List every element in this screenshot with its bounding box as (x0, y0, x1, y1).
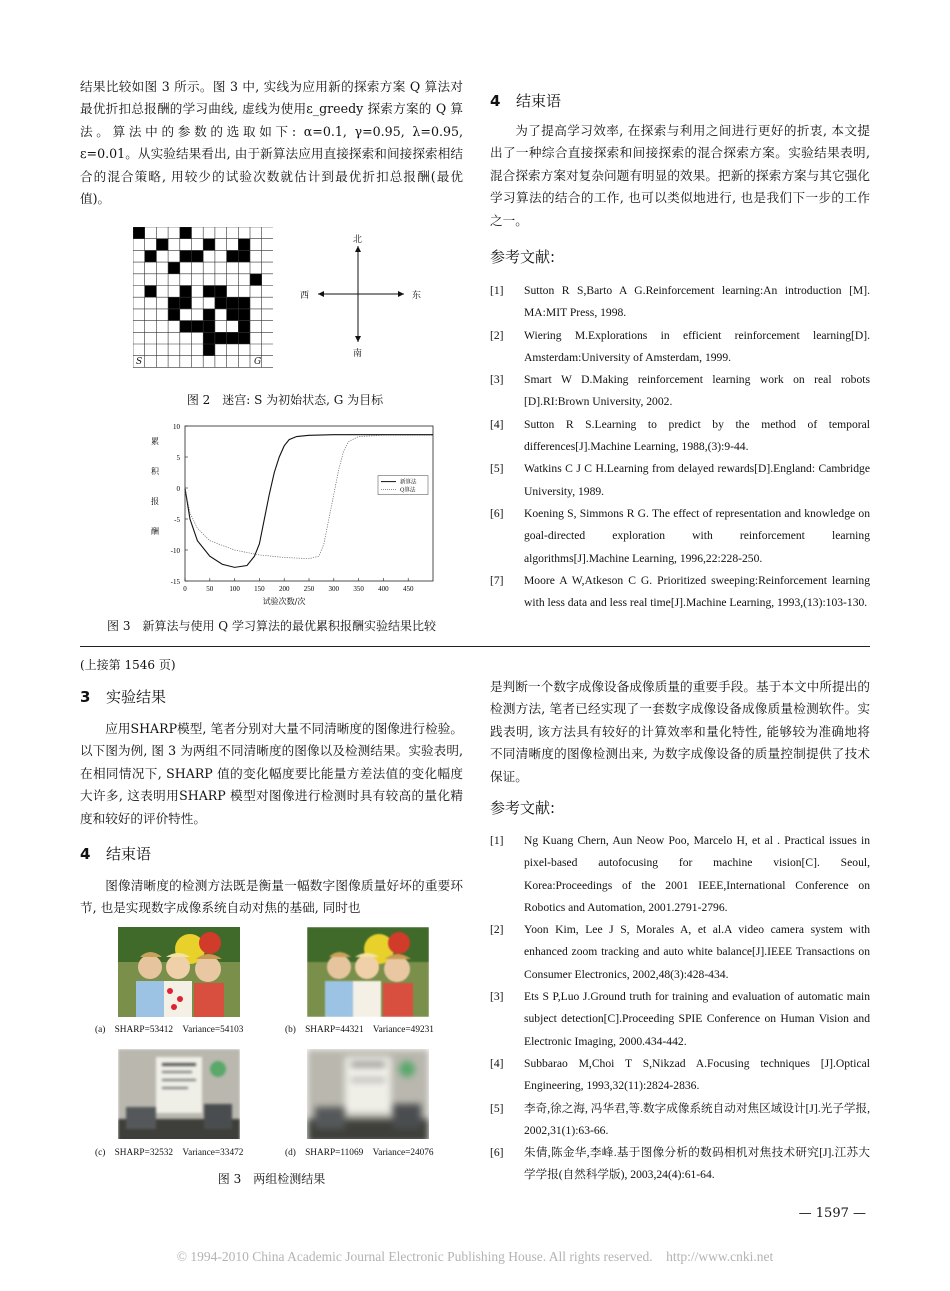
y-tick-label: 0 (176, 485, 180, 493)
reference-item (490, 1142, 870, 1187)
maze-wall (203, 332, 215, 344)
maze-wall (180, 227, 192, 239)
reference-text: Wiering M.Explorations in efficient reinforcement learning[D]. Amsterdam:University of Amsterdam, 1999. (524, 328, 870, 364)
maze-wall (215, 286, 227, 298)
reference-item (490, 369, 870, 414)
photo-b-children-slightly-blurred (307, 927, 429, 1017)
reference-item (490, 1053, 870, 1098)
maze-wall (227, 309, 239, 321)
maze-wall (227, 250, 239, 262)
reference-text: 朱倩,陈金华,李峰.基于图像分析的数码相机对焦技术研究[J].江苏大学学报(自然科学版), 2003,24(4):61-64. (524, 1146, 870, 1182)
maze-wall (238, 309, 250, 321)
photo-b-caption (285, 1025, 434, 1035)
section-divider (80, 646, 870, 647)
sharp-value: SHARP=32532 (114, 1148, 174, 1158)
x-tick-label: 150 (254, 585, 265, 593)
section-number: 4 (490, 92, 501, 110)
reference-text: 李奇,徐之海, 冯华君,等.数字成像系统自动对焦区域设计[J].光子学报, 2002,31(1):63-66. (524, 1101, 870, 1137)
section-number: 3 (80, 688, 91, 706)
photo-label: (a) (95, 1025, 106, 1035)
continuation-note: (上接第 1546 页) (80, 658, 176, 672)
photo-c-caption (95, 1148, 243, 1158)
photo-a-children-sharp (118, 927, 240, 1017)
maze-wall (180, 297, 192, 309)
x-axis-label: 试验次数/次 (262, 597, 306, 606)
y-axis-label-char: 酬 (151, 527, 159, 536)
y-tick-label: -5 (174, 516, 180, 524)
reference-item (490, 919, 870, 986)
y-axis-label-char: 累 (151, 437, 159, 446)
maze-figure (133, 227, 273, 375)
maze-wall (215, 297, 227, 309)
maze-wall (168, 262, 180, 274)
reference-number: [1] (490, 284, 504, 297)
x-tick-label: 50 (206, 585, 214, 593)
reference-text: Koening S, Simmons R G. The effect of representation and knowledge on goal-directed exploration with reinforcement learning algorithms[J].Machine Learning, 1996,22:228-250. (524, 506, 870, 565)
maze-wall (192, 250, 204, 262)
compass-diagram (298, 232, 428, 362)
sharp-value: SHARP=53412 (114, 1025, 174, 1035)
west-label: 西 (300, 291, 310, 301)
conclusion2-paragraph-start: 图像清晰度的检测方法既是衡量一幅数字图像质量好坏的重要环节, 也是实现数字成像系统自动对焦的基础, 同时也 (80, 878, 463, 916)
reference-number: [7] (490, 573, 504, 587)
maze-start-label: S (136, 357, 143, 367)
reference-text: Subbarao M,Choi T S,Nikzad A.Focusing techniques [J].Optical Engineering, 1993,32(11):2824-2836. (524, 1056, 870, 1093)
reference-item (490, 280, 870, 325)
reference-item (490, 570, 870, 615)
variance-value: Variance=33472 (182, 1148, 244, 1158)
maze-wall (227, 332, 239, 344)
reference-item (490, 325, 870, 370)
maze-grid (133, 227, 273, 371)
reference-text: Watkins C J C H.Learning from delayed rewards[D].England: Cambridge University, 1989. (524, 462, 870, 498)
sharp-value: SHARP=11069 (305, 1148, 364, 1158)
maze-wall (145, 250, 157, 262)
reference-number: [2] (490, 923, 504, 937)
x-tick-label: 100 (229, 585, 240, 593)
maze-wall (180, 321, 192, 333)
x-tick-label: 400 (378, 585, 389, 593)
maze-wall (168, 309, 180, 321)
maze-wall (238, 332, 250, 344)
references-heading-2: 参考文献: (490, 799, 556, 817)
maze-wall (238, 321, 250, 333)
results-paragraph: 应用SHARP模型, 笔者分别对大量不同清晰度的图像进行检验。以下图为例, 图 3 为两组不同清晰度的图像以及检测结果。实验表明, 在相同情况下, SHARP 值的变化幅度要比能量方差法值的变化幅度大许多, 这表明用SHARP 模型对图像进行检测时具有较高的量化精度和较好的评价特性。 (80, 721, 463, 826)
photo-d-caption (285, 1148, 434, 1158)
reference-number: [5] (490, 462, 504, 476)
legend-label: 新算法 (400, 479, 417, 486)
reward-chart-svg (145, 420, 445, 612)
reference-text: Sutton R S.Learning to predict by the method of temporal differences[J].Machine Learning, 1988,(3):9-44. (524, 417, 870, 454)
variance-value: Variance=54103 (182, 1025, 244, 1035)
maze-wall (145, 286, 157, 298)
y-axis-label-char: 积 (151, 467, 159, 476)
reference-item (490, 830, 870, 919)
reference-list (490, 280, 870, 614)
south-label: 南 (353, 349, 363, 359)
photo-d-lab-heavily-blurred (307, 1049, 429, 1139)
y-axis-label-char: 报 (151, 497, 159, 506)
maze-wall (180, 286, 192, 298)
maze-wall (156, 239, 168, 251)
copyright-footer: © 1994-2010 China Academic Journal Electronic Publishing House. All rights reserved. http://www.cnki.net (176, 1249, 774, 1264)
maze-wall (250, 274, 262, 286)
plot-frame (185, 426, 433, 581)
maze-wall (227, 297, 239, 309)
legend-label: Q算法 (400, 487, 416, 494)
reference-text: Moore A W,Atkeson C G. Prioritized sweeping:Reinforcement learning with less data and less real time[J].Machine Learning, 1993,(13):103-130. (524, 573, 870, 610)
photo-a-caption (95, 1025, 243, 1035)
reference-number: [4] (490, 417, 504, 431)
reference-number: [6] (490, 1146, 504, 1160)
detection-figure-caption: 图 3 两组检测结果 (217, 1172, 326, 1186)
reference-list-2 (490, 830, 870, 1187)
maze-wall (238, 250, 250, 262)
x-tick-label: 350 (353, 585, 364, 593)
maze-wall (238, 297, 250, 309)
x-tick-label: 300 (328, 585, 340, 593)
maze-wall (238, 239, 250, 251)
reference-number: [5] (490, 1101, 504, 1115)
reference-number: [4] (490, 1056, 504, 1070)
maze-wall (180, 250, 192, 262)
photo-c-lab-moderately-blurred (118, 1049, 240, 1139)
reference-number: [3] (490, 990, 504, 1004)
intro-paragraph: 结果比较如图 3 所示。图 3 中, 实线为应用新的探索方案 Q 算法对最优折扣总报酬的学习曲线, 虚线为使用ε_greedy 探索方案的 Q 算法。算法中的参数的选取如下: α=0.1, γ=0.95, λ=0.95, ε=0.01。从实验结果看出, 由于新算法应用直接探索和间接探索相结合的混合策略, 用较少的试验次数就估计到最优折扣总报酬(最优值)。 (80, 79, 463, 207)
reward-chart (145, 420, 445, 616)
reference-text: Smart W D.Making reinforcement learning work on real robots [D].RI:Brown University, 2002. (524, 373, 870, 409)
x-tick-label: 450 (402, 585, 414, 593)
section-title: 结束语 (106, 845, 152, 863)
variance-value: Variance=49231 (372, 1025, 434, 1035)
x-tick-label: 0 (183, 585, 187, 593)
x-tick-label: 200 (278, 585, 290, 593)
reference-text: Ng Kuang Chern, Aun Neow Poo, Marcelo H, et al . Practical issues in pixel-based autofocusing for machine vision[C]. Seoul, Korea:Proceedings of the 2001 IEEE,International Conference on Robotics and Automation, 2001.2791-2796. (524, 834, 870, 914)
maze-goal-label: G (254, 357, 262, 367)
reference-text: Yoon Kim, Lee J S, Morales A, et al.A video camera system with enhanced zoom tracking and auto white balance[J].IEEE Transactions on Consumer Electronics, 2002,48(3):428-434. (524, 923, 870, 981)
section-number: 4 (80, 845, 91, 863)
results-heading (80, 686, 166, 707)
maze-wall (168, 297, 180, 309)
x-tick-label: 250 (303, 585, 315, 593)
reference-number: [6] (490, 506, 504, 520)
y-tick-label: -15 (170, 578, 180, 586)
page-number: — 1597 — (798, 1206, 866, 1221)
reference-number: [2] (490, 328, 504, 342)
photo-label: (c) (95, 1148, 106, 1158)
compass-arrows (298, 232, 428, 362)
reference-item (490, 986, 870, 1053)
east-label: 东 (412, 291, 422, 301)
reference-item (490, 414, 870, 459)
y-tick-label: 5 (176, 454, 180, 462)
photo-label: (b) (285, 1025, 296, 1035)
reference-item (490, 1098, 870, 1143)
maze-wall (192, 321, 204, 333)
reference-text: Ets S P,Luo J.Ground truth for training and evaluation of automatic main subject detection[C].Proceeding SPIE Conference on Human Vision and Electronic Imaging, 2000.434-442. (524, 990, 870, 1048)
fig3-caption: 图 3 新算法与使用 Q 学习算法的最优累积报酬实验结果比较 (107, 619, 436, 633)
maze-wall (203, 239, 215, 251)
y-tick-label: -10 (170, 547, 180, 555)
conclusion-paragraph: 为了提高学习效率, 在探索与利用之间进行更好的折衷, 本文提出了一种综合直接探索和间接探索的混合探索方案。实验结果表明, 混合探索方案对复杂问题有明显的效果。把新的探索方案与其它强化学习算法的结合的工作, 也可以类似地进行, 也是我们下一步的工作之一。 (490, 123, 870, 228)
reference-number: [3] (490, 373, 504, 387)
maze-wall (133, 227, 145, 239)
references-heading: 参考文献: (490, 248, 556, 266)
maze-wall (203, 344, 215, 356)
y-tick-label: 10 (173, 423, 180, 431)
maze-wall (203, 286, 215, 298)
maze-wall (203, 309, 215, 321)
reference-text: Sutton R S,Barto A G.Reinforcement learning:An introduction [M]. MA:MIT Press, 1998. (524, 284, 870, 320)
section-title: 实验结果 (106, 688, 167, 706)
reference-item (490, 503, 870, 570)
conclusion2-paragraph-end: 是判断一个数字成像设备成像质量的重要手段。基于本文中所提出的检测方法, 笔者已经实现了一套数字成像设备成像质量检测软件。实践表明, 该方法具有较好的计算效率和量化特性, 能够较为准确地将不同清晰度的图像检测出来, 为数字成像设备的质量控制提供了技术保证。 (490, 679, 870, 784)
conclusion-heading-2 (80, 843, 151, 864)
reference-number: [1] (490, 834, 504, 847)
maze-wall (215, 332, 227, 344)
north-label: 北 (353, 235, 363, 245)
photo-label: (d) (285, 1148, 296, 1158)
section-title: 结束语 (516, 92, 562, 110)
maze-wall (203, 321, 215, 333)
reference-item (490, 458, 870, 503)
conclusion-heading (490, 90, 561, 111)
series-line-0 (185, 435, 433, 568)
variance-value: Variance=24076 (372, 1148, 434, 1158)
fig2-caption: 图 2 迷宫: S 为初始状态, G 为目标 (186, 393, 384, 407)
sharp-value: SHARP=44321 (305, 1025, 364, 1035)
series-line-1 (185, 435, 433, 558)
